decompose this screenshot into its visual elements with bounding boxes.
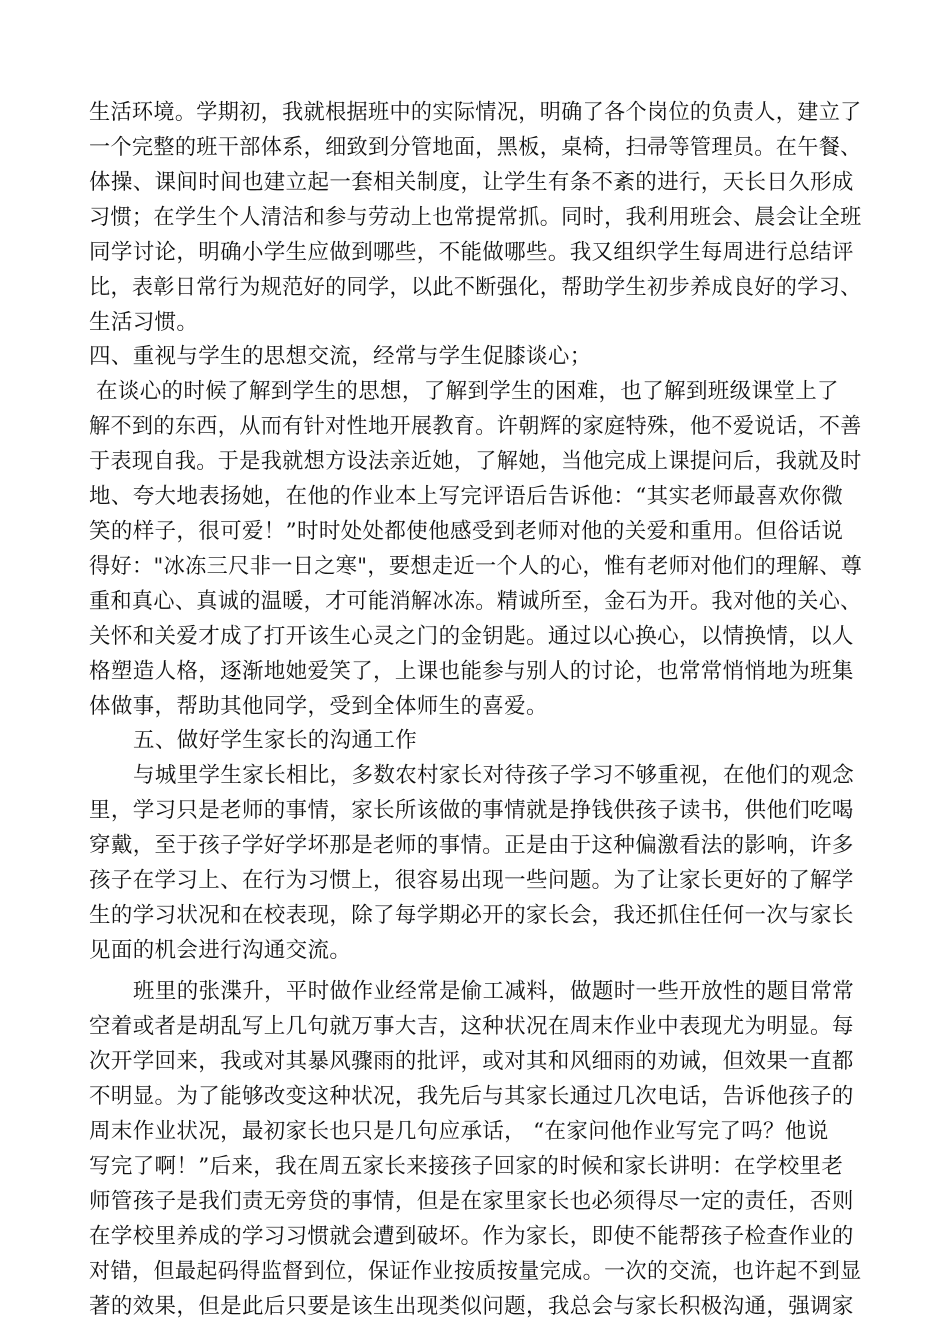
text-line: 体做事，帮助其他同学，受到全体师生的喜爱。 [89,694,548,719]
text-line: 师管孩子是我们责无旁贷的事情，但是在家里家长也必须得尽一定的责任，否则 [89,1189,854,1214]
section-heading: 五、做好学生家长的沟通工作 [133,728,418,753]
text-line: 里，学习只是老师的事情，家长所该做的事情就是挣钱供孩子读书，供他们吃喝 [89,798,854,823]
text-line: 解不到的东西，从而有针对性地开展教育。许朝辉的家庭特殊，他不爱说话，不善 [89,414,862,439]
text-line: 习惯；在学生个人清洁和参与劳动上也常提常抓。同时，我利用班会、晨会让全班 [89,205,862,230]
text-line: 体操、课间时间也建立起一套相关制度，让学生有条不紊的进行，天长日久形成 [89,170,854,195]
text-line: 关怀和关爱才成了打开该生心灵之门的金钥匙。通过以心换心，以情换情，以人 [89,624,854,649]
text-line: 写完了啊！”后来，我在周五家长来接孩子回家的时候和家长讲明：在学校里老 [89,1154,844,1179]
text-line: 生活环境。学期初，我就根据班中的实际情况，明确了各个岗位的负责人，建立了 [89,100,862,125]
text-line: 笑的样子，很可爱！”时时处处都使他感受到老师对他的关爱和重用。但俗话说 [89,519,844,544]
text-line: 空着或者是胡乱写上几句就万事大吉，这种状况在周末作业中表现尤为明显。每 [89,1014,854,1039]
text-line: 次开学回来，我或对其暴风骤雨的批评，或对其和风细雨的劝诫，但效果一直都 [89,1049,854,1074]
text-line: 对错，但最起码得监督到位，保证作业按质按量完成。一次的交流，也许起不到显 [89,1259,862,1284]
text-line: 比，表彰日常行为规范好的同学，以此不断强化，帮助学生初步养成良好的学习、 [89,275,862,300]
text-line: 孩子在学习上、在行为习惯上，很容易出现一些问题。为了让家长更好的了解学 [89,868,854,893]
text-line: 生的学习状况和在校表现，除了每学期必开的家长会，我还抓住任何一次与家长 [89,903,854,928]
text-line: 同学讨论，明确小学生应做到哪些，不能做哪些。我又组织学生每周进行总结评 [89,240,854,265]
text-line: 生活习惯。 [89,310,199,335]
text-line: 在谈心的时候了解到学生的思想，了解到学生的困难，也了解到班级课堂上了 [96,379,839,404]
text-line: 周末作业状况，最初家长也只是几句应承话， “在家问他作业写完了吗？他说 [89,1119,829,1144]
text-line: 穿戴，至于孩子学好学坏那是老师的事情。正是由于这种偏激看法的影响，许多 [89,833,854,858]
text-line: 一个完整的班干部体系，细致到分管地面，黑板，桌椅，扫帚等管理员。在午餐、 [89,135,862,160]
text-line: 著的效果，但是此后只要是该生出现类似问题，我总会与家长积极沟通，强调家 [89,1294,854,1319]
text-line: 不明显。为了能够改变这种状况，我先后与其家长通过几次电话，告诉他孩子的 [89,1084,854,1109]
section-heading: 四、重视与学生的思想交流，经常与学生促膝谈心； [89,344,592,369]
text-line: 重和真心、真诚的温暖，才可能消解冰冻。精诚所至，金石为开。我对他的关心、 [89,589,862,614]
text-line: 在学校里养成的学习习惯就会遭到破坏。作为家长，即使不能帮孩子检查作业的 [89,1224,854,1249]
text-line: 于表现自我。于是我就想方设法亲近她，了解她，当他完成上课提问后，我就及时 [89,449,862,474]
text-line: 格塑造人格，逐渐地她爱笑了，上课也能参与别人的讨论，也常常悄悄地为班集 [89,659,854,684]
text-line: 得好："冰冻三尺非一日之寒"，要想走近一个人的心，惟有老师对他们的理解、尊 [89,554,863,579]
text-line: 与城里学生家长相比，多数农村家长对待孩子学习不够重视，在他们的观念 [133,763,855,788]
text-line: 见面的机会进行沟通交流。 [89,938,352,963]
text-line: 地、夸大地表扬她，在他的作业本上写完评语后告诉他：“其实老师最喜欢你微 [89,484,844,509]
text-line: 班里的张渫升，平时做作业经常是偷工减料，做题时一些开放性的题目常常 [133,979,855,1004]
